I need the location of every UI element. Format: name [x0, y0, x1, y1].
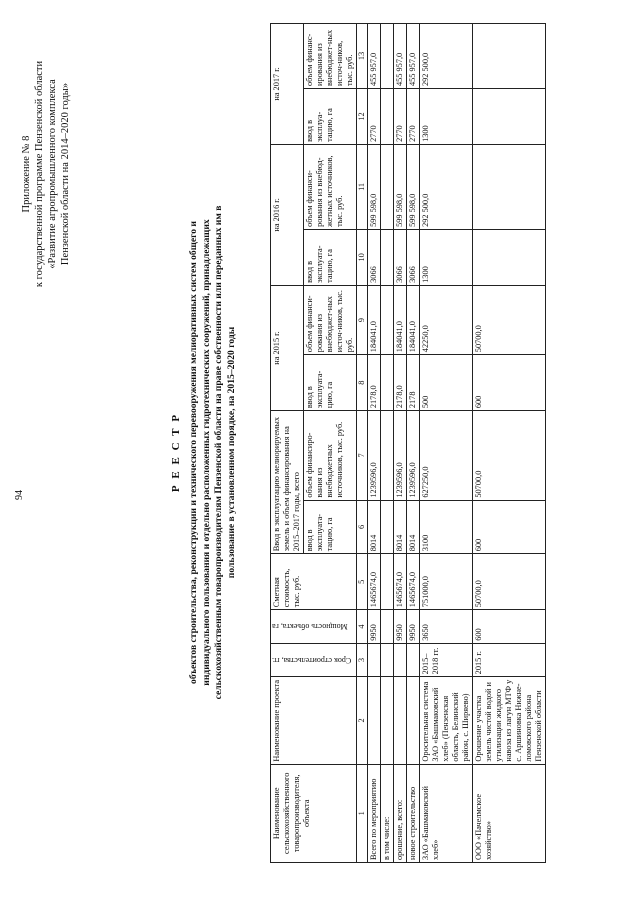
table-row	[394, 24, 407, 863]
header-finance-total: объем финансиро-вания из внебюджетных источников, тыс. руб.	[304, 411, 357, 501]
header-commission-2015: ввод в эксплуата-цию, га	[304, 355, 357, 411]
cell-finance-2017	[381, 24, 394, 89]
cell-commission-2016: 3066	[407, 229, 420, 285]
cell-commission-2015: 600	[473, 355, 546, 411]
cell-project	[394, 677, 407, 764]
cell-producer: Всего по мероприятию	[368, 764, 381, 862]
cell-finance-2017: 455 957,0	[407, 24, 420, 89]
cell-cost: 1465674,0	[394, 554, 407, 610]
header-finance-2016: объем финанси-рования из внебюд-жетных источников, тыс. руб.	[304, 144, 357, 229]
page-number: 94	[14, 490, 25, 500]
table-row	[368, 24, 381, 863]
cell-commission: 8014	[407, 500, 420, 554]
cell-commission-2017	[381, 88, 394, 144]
header-capacity	[271, 610, 357, 644]
cell-finance-2016: 599 598,0	[368, 144, 381, 229]
cell-finance-2015	[381, 285, 394, 354]
cell-cost: 1465674,0	[407, 554, 420, 610]
column-number: 12	[357, 88, 368, 144]
cell-finance-2016: 292 500,0	[420, 144, 473, 229]
cell-cost	[381, 554, 394, 610]
cell-finance-2015: 184041,0	[368, 285, 381, 354]
cell-capacity: 9950	[394, 610, 407, 644]
header-commission-2017: ввод в эксплуа-тацию, га	[304, 88, 357, 144]
header-project: Наименование проекта	[271, 677, 357, 764]
appendix-line: Приложение № 8	[21, 135, 32, 213]
cell-finance-total	[381, 411, 394, 501]
cell-finance-total: 1239596,0	[368, 411, 381, 501]
cell-project	[407, 677, 420, 764]
cell-term: 2015 г.	[473, 643, 546, 677]
column-number: 11	[357, 144, 368, 229]
cell-commission-2016: 1300	[420, 229, 473, 285]
cell-finance-2015: 184041,0	[407, 285, 420, 354]
cell-capacity: 9950	[407, 610, 420, 644]
column-number: 6	[357, 500, 368, 554]
column-number: 8	[357, 355, 368, 411]
cell-cost: 50700,0	[473, 554, 546, 610]
cell-commission-2015: 2178,0	[394, 355, 407, 411]
cell-commission-2015: 2178	[407, 355, 420, 411]
cell-finance-2016	[473, 144, 546, 229]
cell-finance-total: 1239596,0	[407, 411, 420, 501]
header-term	[271, 643, 357, 677]
cell-finance-2016: 599 598,0	[407, 144, 420, 229]
cell-commission: 8014	[368, 500, 381, 554]
header-finance-2017: объем финанс-ирования из внебюджет-ных источ-ников, тыс. руб.	[304, 24, 357, 89]
subtitle-line: сельскохозяйственным товаропроизводителям Пензенской области на праве собственности или переданных им в	[213, 205, 224, 700]
cell-term	[381, 643, 394, 677]
cell-project: Оросительная система ЗАО «Башмаковский хлеб» (Пензенская область, Белинский район, с. Ширяево)	[420, 677, 473, 764]
cell-commission-2016	[381, 229, 394, 285]
header-commission: ввод в эксплуата-тацию, га	[304, 500, 357, 554]
cell-cost: 1465674,0	[368, 554, 381, 610]
header-cost: Сметная стоимость, тыс. руб.	[271, 554, 357, 610]
cell-term	[394, 643, 407, 677]
cell-producer: новое строительство	[407, 764, 420, 862]
header-group-2016: на 2016 г.	[271, 144, 304, 285]
cell-capacity: 600	[473, 610, 546, 644]
cell-project	[381, 677, 394, 764]
column-number: 2	[357, 677, 368, 764]
header-group-2015: на 2015 г.	[271, 285, 304, 410]
appendix-block	[20, 24, 72, 324]
cell-commission-2015: 500	[420, 355, 473, 411]
header-producer: Наименование сельскохозяйственного товаропроизводителя, объекта	[271, 764, 357, 862]
document-header	[170, 40, 238, 865]
column-number: 3	[357, 643, 368, 677]
cell-project	[368, 677, 381, 764]
column-number: 13	[357, 24, 368, 89]
cell-commission: 3100	[420, 500, 473, 554]
header-finance-2015: объем финанси-рования из внебюджет-ных источ-ников, тыс. руб.	[304, 285, 357, 354]
header-group-2017: на 2017 г.	[271, 24, 304, 145]
cell-finance-total: 627250,0	[420, 411, 473, 501]
cell-commission-2016: 3066	[368, 229, 381, 285]
cell-commission	[381, 500, 394, 554]
cell-producer: ООО «Пачелмское хозяйство»	[473, 764, 546, 862]
cell-commission-2015	[381, 355, 394, 411]
table-row	[381, 24, 394, 863]
cell-commission-2017: 2770	[394, 88, 407, 144]
column-number: 5	[357, 554, 368, 610]
cell-finance-total: 50700,0	[473, 411, 546, 501]
column-number: 9	[357, 285, 368, 354]
column-number: 7	[357, 411, 368, 501]
registry-table	[270, 23, 546, 863]
cell-cost: 751000,0	[420, 554, 473, 610]
cell-producer: в том числе:	[381, 764, 394, 862]
cell-finance-2017	[473, 24, 546, 89]
appendix-line: «Развитие агропромышленного комплекса	[47, 79, 58, 269]
cell-commission-2017: 2770	[407, 88, 420, 144]
subtitle-line: объектов строительства, реконструкции и технического перевооружения мелиоративных систем общего и	[188, 221, 199, 684]
cell-finance-2015: 50700,0	[473, 285, 546, 354]
cell-finance-total: 1239596,0	[394, 411, 407, 501]
cell-finance-2015: 184041,0	[394, 285, 407, 354]
cell-commission-2017	[473, 88, 546, 144]
cell-producer: ЗАО «Башмаковский хлеб»	[420, 764, 473, 862]
cell-producer: орошение, всего:	[394, 764, 407, 862]
subtitle-line: индивидуального пользования и отдельно расположенных гидротехнических сооружений, принадлежащих	[200, 219, 212, 686]
header-row	[271, 24, 304, 863]
header-group-2015-2017: Ввод в эксплуатацию мелиорируемых земель и объем финансирования на 2015–2017 годы, всего	[271, 411, 304, 554]
header-capacity-text: Мощность объекта, га	[272, 622, 348, 632]
cell-term	[407, 643, 420, 677]
cell-capacity: 9950	[368, 610, 381, 644]
cell-finance-2017: 455 957,0	[394, 24, 407, 89]
header-commission-2016: ввод в эксплуата-тацию, га	[304, 229, 357, 285]
cell-commission-2017: 2770	[368, 88, 381, 144]
cell-commission-2017: 1300	[420, 88, 473, 144]
table-row	[473, 24, 546, 863]
cell-commission: 8014	[394, 500, 407, 554]
document-subtitle	[188, 40, 238, 865]
cell-commission-2015: 2178,0	[368, 355, 381, 411]
column-number: 4	[357, 610, 368, 644]
cell-finance-2017: 292 500,0	[420, 24, 473, 89]
header-term-text: Срок строительства, гг.	[272, 656, 352, 666]
cell-term: 2015–2018 гг.	[420, 643, 473, 677]
column-number-row	[357, 24, 368, 863]
cell-project: Орошение участка земель чистой водой и утилизации жидкого навоза из лагун МТФ у с. Аршиновка Нижне-ломовского района Пензенской области	[473, 677, 546, 764]
cell-commission: 600	[473, 500, 546, 554]
cell-finance-2017: 455 957,0	[368, 24, 381, 89]
cell-term	[368, 643, 381, 677]
cell-capacity: 3650	[420, 610, 473, 644]
appendix-line: Пензенской области на 2014–2020 годы»	[60, 82, 71, 266]
table-row	[420, 24, 473, 863]
cell-finance-2016	[381, 144, 394, 229]
column-number: 10	[357, 229, 368, 285]
cell-capacity	[381, 610, 394, 644]
cell-commission-2016	[473, 229, 546, 285]
table-row	[407, 24, 420, 863]
cell-commission-2016: 3066	[394, 229, 407, 285]
document-title: Р Е Е С Т Р	[170, 412, 182, 493]
column-number: 1	[357, 764, 368, 862]
cell-finance-2015: 42250,0	[420, 285, 473, 354]
cell-finance-2016: 599 598,0	[394, 144, 407, 229]
subtitle-line: пользование в установленном порядке, на 2015–2020 годы	[225, 326, 237, 579]
appendix-line: к государственной программе Пензенской области	[34, 60, 45, 288]
